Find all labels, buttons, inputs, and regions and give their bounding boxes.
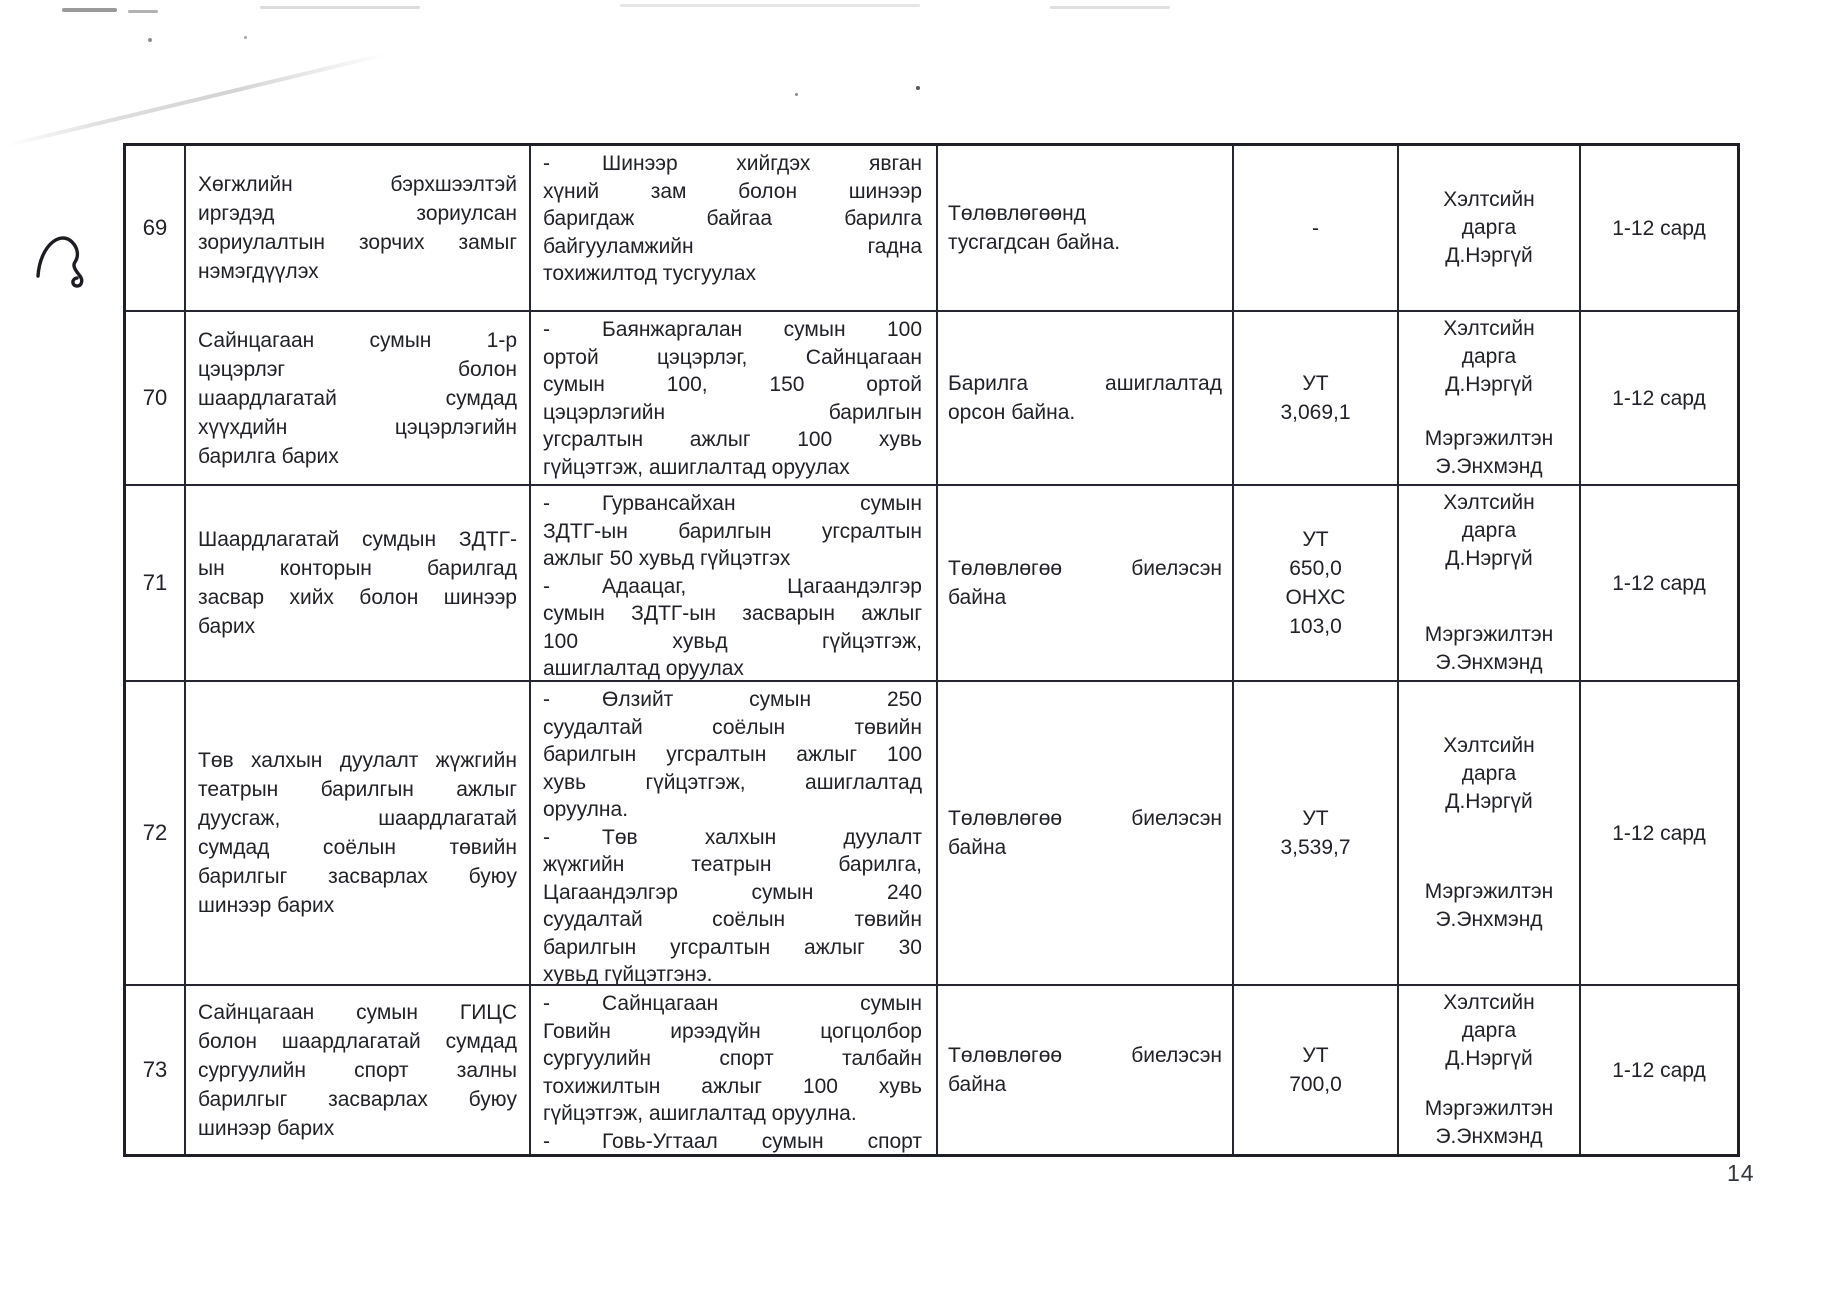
budget-line: 103,0 bbox=[1289, 615, 1342, 638]
text-line: ын конторын барилгад bbox=[198, 557, 517, 580]
scan-artifact-dash bbox=[620, 4, 920, 7]
period-text: 1-12 сард bbox=[1612, 1058, 1706, 1082]
text-line: Мэргэжилтэн bbox=[1424, 427, 1554, 450]
paragraph bbox=[198, 998, 517, 1143]
scan-artifact-dot bbox=[148, 38, 152, 42]
paragraph bbox=[543, 686, 922, 824]
text-line: сургуулийн спорт залны bbox=[198, 1058, 517, 1082]
status-cell bbox=[938, 682, 1234, 984]
period-text: 1-12 сард bbox=[1612, 571, 1706, 595]
text-line: Э.Энхмэнд bbox=[1435, 651, 1543, 674]
text-line: Төлөвлөгөөнд bbox=[948, 202, 1086, 225]
text-line: - Өлзийт сумын 250 bbox=[543, 688, 922, 711]
text-line: тусгагдсан байна. bbox=[948, 231, 1121, 254]
paragraph bbox=[948, 369, 1222, 427]
status-cell bbox=[938, 486, 1234, 680]
row-number-cell bbox=[126, 486, 186, 680]
paragraph bbox=[543, 150, 922, 288]
text-line: барилгыг засварлах буюу bbox=[198, 1087, 517, 1111]
text-line: Э.Энхмэнд bbox=[1435, 455, 1543, 478]
text-line: хувьд гүйцэтгэнэ. bbox=[543, 963, 713, 984]
text-line: Э.Энхмэнд bbox=[1435, 908, 1543, 931]
period-text: 1-12 сард bbox=[1612, 216, 1706, 240]
text-line: Д.Нэргүй bbox=[1445, 1047, 1533, 1070]
text-line: ортой цэцэрлэг, Сайнцагаан bbox=[543, 345, 922, 369]
text-line: гүйцэтгэж, ашиглалтад оруулна. bbox=[543, 1102, 857, 1125]
text-line: Д.Нэргүй bbox=[1445, 244, 1533, 267]
paragraph bbox=[948, 1041, 1222, 1099]
text-line: Мэргэжилтэн bbox=[1424, 623, 1554, 646]
text-line: театрын барилгын ажлыг bbox=[198, 778, 517, 801]
budget-cell bbox=[1234, 486, 1399, 680]
text-line: баригдаж байгаа барилга bbox=[543, 207, 922, 230]
text-line: засвар хийх болон шинээр bbox=[198, 586, 517, 609]
text-line: Мэргэжилтэн bbox=[1424, 1097, 1554, 1120]
text-line: - Төв халхын дуулалт bbox=[543, 825, 922, 849]
text-line: - Сайнцагаан сумын bbox=[543, 992, 922, 1015]
budget-line: 3,539,7 bbox=[1280, 836, 1351, 859]
text-line: барих bbox=[198, 615, 256, 638]
activity-cell bbox=[531, 146, 938, 310]
budget-line: УТ bbox=[1302, 372, 1329, 395]
paragraph bbox=[198, 525, 517, 641]
text-line: Говийн ирээдүйн цогцолбор bbox=[543, 1019, 922, 1043]
text-line: байгууламжийн гадна bbox=[543, 234, 922, 258]
text-line: болон шаардлагатай сумдад bbox=[198, 1029, 517, 1053]
row-number: 73 bbox=[142, 1057, 168, 1082]
budget-cell bbox=[1234, 682, 1399, 984]
text-line: хүүхдийн цэцэрлэгийн bbox=[198, 415, 517, 439]
text-line: Барилга ашиглалтад bbox=[948, 372, 1222, 395]
paragraph bbox=[543, 490, 922, 573]
task-cell bbox=[186, 146, 531, 310]
text-line: Төв халхын дуулалт жүжгийн bbox=[198, 749, 517, 772]
text-line: сумдад соёлын төвийн bbox=[198, 836, 517, 859]
responsible-cell bbox=[1399, 986, 1581, 1154]
document-table bbox=[123, 143, 1740, 1157]
paragraph bbox=[543, 1128, 922, 1155]
text-line: байна bbox=[948, 586, 1007, 609]
text-line: - Гурвансайхан сумын bbox=[543, 492, 922, 515]
text-line: дарга bbox=[1461, 345, 1517, 368]
budget-cell bbox=[1234, 312, 1399, 484]
text-line: сумын 100, 150 ортой bbox=[543, 373, 922, 396]
text-line: Төлөвлөгөө биелэсэн bbox=[948, 1044, 1222, 1067]
text-line: дуусгаж, шаардлагатай bbox=[198, 807, 517, 830]
paragraph bbox=[198, 170, 517, 286]
period-cell bbox=[1581, 486, 1737, 680]
text-line: Цагаандэлгэр сумын 240 bbox=[543, 880, 922, 904]
responsible-cell bbox=[1399, 486, 1581, 680]
text-line: 100 хувьд гүйцэтгэж, bbox=[543, 629, 922, 653]
text-line: цэцэрлэг болон bbox=[198, 357, 517, 381]
text-line: сумын ЗДТГ-ын засварын ажлыг bbox=[543, 602, 922, 625]
row-number: 71 bbox=[142, 570, 168, 595]
responsible-bottom-group bbox=[1401, 1095, 1577, 1151]
text-line: Д.Нэргүй bbox=[1445, 790, 1533, 813]
text-line: - Баянжаргалан сумын 100 bbox=[543, 318, 922, 341]
text-line: Хэлтсийн bbox=[1443, 317, 1535, 340]
scan-artifact-dot bbox=[916, 86, 920, 90]
list-dash: - bbox=[543, 992, 550, 1015]
text-line: Хэлтсийн bbox=[1443, 491, 1535, 514]
text-line: ашиглалтад оруулах bbox=[543, 657, 744, 680]
text-line: - Шинээр хийгдэх явган bbox=[543, 152, 922, 175]
responsible-cell bbox=[1399, 682, 1581, 984]
budget-line: 650,0 bbox=[1289, 557, 1342, 580]
row-number-cell bbox=[126, 682, 186, 984]
text-line: байна bbox=[948, 836, 1007, 859]
list-dash: - bbox=[543, 152, 550, 175]
text-line: дарга bbox=[1461, 1019, 1517, 1042]
text-line: - Говь-Угтаал сумын спорт bbox=[543, 1129, 922, 1153]
period-text: 1-12 сард bbox=[1612, 821, 1706, 845]
activity-cell bbox=[531, 682, 938, 984]
text-line: тохижилтод тусгуулах bbox=[543, 262, 757, 285]
paragraph bbox=[948, 199, 1222, 257]
text-line: Төлөвлөгөө биелэсэн bbox=[948, 807, 1222, 830]
row-number: 69 bbox=[142, 215, 168, 240]
paragraph bbox=[543, 573, 922, 681]
budget-cell bbox=[1234, 146, 1399, 310]
list-dash: - bbox=[543, 688, 550, 711]
text-line: Хэлтсийн bbox=[1443, 188, 1535, 211]
responsible-top-group bbox=[1401, 186, 1577, 270]
scan-artifact-dash bbox=[1050, 6, 1170, 9]
scan-artifact-dash bbox=[128, 10, 158, 13]
responsible-cell bbox=[1399, 146, 1581, 310]
row-number-cell bbox=[126, 146, 186, 310]
text-line: дарга bbox=[1461, 519, 1517, 542]
table-row bbox=[126, 486, 1737, 682]
budget-line: 700,0 bbox=[1289, 1073, 1342, 1096]
text-line: цэцэрлэгийн барилгын bbox=[543, 400, 922, 424]
text-line: суудалтай соёлын төвийн bbox=[543, 908, 922, 931]
text-line: хувь гүйцэтгэж, ашиглалтад bbox=[543, 770, 922, 794]
responsible-bottom-group bbox=[1401, 621, 1577, 677]
text-line: нэмэгдүүлэх bbox=[198, 260, 319, 283]
task-cell bbox=[186, 486, 531, 680]
period-cell bbox=[1581, 986, 1737, 1154]
scan-smudge-streak bbox=[8, 52, 386, 146]
text-line: шинээр барих bbox=[198, 894, 335, 917]
text-line: гүйцэтгэж, ашиглалтад оруулах bbox=[543, 455, 850, 479]
period-cell bbox=[1581, 146, 1737, 310]
text-line: угсралтын ажлыг 100 хувь bbox=[543, 428, 922, 451]
table-row bbox=[126, 146, 1737, 312]
text-line: - Адаацаг, Цагаандэлгэр bbox=[543, 574, 922, 598]
paragraph bbox=[543, 316, 922, 481]
text-line: дарга bbox=[1461, 216, 1517, 239]
text-line: барилгын угсралтын ажлыг 30 bbox=[543, 935, 922, 959]
scan-artifact-dot bbox=[244, 36, 247, 39]
status-cell bbox=[938, 312, 1234, 484]
responsible-top-group bbox=[1401, 315, 1577, 399]
scan-artifact-dash bbox=[260, 6, 420, 9]
text-line: орсон байна. bbox=[948, 401, 1076, 424]
status-cell bbox=[938, 986, 1234, 1154]
row-number: 72 bbox=[142, 820, 168, 845]
task-cell bbox=[186, 312, 531, 484]
budget-line: УТ bbox=[1302, 528, 1329, 551]
responsible-top-group bbox=[1401, 732, 1577, 816]
row-number: 70 bbox=[142, 385, 168, 410]
responsible-bottom-group bbox=[1401, 878, 1577, 934]
budget-line: ОНХС bbox=[1285, 586, 1346, 609]
text-line: Д.Нэргүй bbox=[1445, 373, 1533, 396]
text-line: тохижилтын ажлыг 100 хувь bbox=[543, 1074, 922, 1098]
budget-line: 3,069,1 bbox=[1280, 401, 1351, 424]
text-line: Сайнцагаан сумын ГИЦС bbox=[198, 1000, 517, 1024]
paragraph bbox=[198, 746, 517, 920]
text-line: Хэлтсийн bbox=[1443, 991, 1535, 1014]
paragraph bbox=[543, 824, 922, 985]
paragraph bbox=[948, 554, 1222, 612]
responsible-top-group bbox=[1401, 489, 1577, 573]
responsible-cell bbox=[1399, 312, 1581, 484]
period-cell bbox=[1581, 682, 1737, 984]
text-line: барилгыг засварлах буюу bbox=[198, 865, 517, 888]
row-number-cell bbox=[126, 312, 186, 484]
text-line: Хөгжлийн бэрхшээлтэй bbox=[198, 173, 517, 196]
text-line: сургуулийн спорт талбайн bbox=[543, 1047, 922, 1070]
responsible-bottom-group bbox=[1401, 425, 1577, 481]
budget-line: - bbox=[1312, 216, 1319, 240]
text-line: барилгын угсралтын ажлыг 100 bbox=[543, 743, 922, 766]
list-dash: - bbox=[543, 492, 550, 515]
text-line: шаардлагатай сумдад bbox=[198, 386, 517, 410]
text-line: хүний зам болон шинээр bbox=[543, 179, 922, 203]
activity-cell bbox=[531, 486, 938, 680]
scan-artifact-dot bbox=[795, 93, 798, 96]
paragraph bbox=[948, 804, 1222, 862]
text-line: оруулна. bbox=[543, 798, 629, 821]
status-cell bbox=[938, 146, 1234, 310]
text-line: дарга bbox=[1461, 762, 1517, 785]
table-row bbox=[126, 682, 1737, 986]
budget-line: УТ bbox=[1302, 1044, 1329, 1067]
handwritten-mark bbox=[34, 228, 98, 298]
text-line: Сайнцагаан сумын 1-р bbox=[198, 328, 517, 352]
budget-line: УТ bbox=[1302, 807, 1329, 830]
list-dash: - bbox=[543, 825, 550, 849]
scan-artifact-dash bbox=[62, 8, 117, 12]
table-row bbox=[126, 986, 1737, 1154]
text-line: суудалтай соёлын төвийн bbox=[543, 715, 922, 739]
paragraph bbox=[198, 326, 517, 471]
activity-cell bbox=[531, 986, 938, 1154]
budget-cell bbox=[1234, 986, 1399, 1154]
text-line: Э.Энхмэнд bbox=[1435, 1125, 1543, 1148]
text-line: иргэдэд зориулсан bbox=[198, 202, 517, 225]
table-row bbox=[126, 312, 1737, 486]
text-line: ЗДТГ-ын барилгын угсралтын bbox=[543, 519, 922, 543]
paragraph bbox=[543, 990, 922, 1128]
text-line: Мэргэжилтэн bbox=[1424, 880, 1554, 903]
text-line: шинээр барих bbox=[198, 1116, 335, 1140]
text-line: Д.Нэргүй bbox=[1445, 547, 1533, 570]
text-line: байна bbox=[948, 1073, 1007, 1096]
text-line: зориулалтын зорчих замыг bbox=[198, 231, 517, 254]
text-line: барилга барих bbox=[198, 444, 339, 468]
text-line: Хэлтсийн bbox=[1443, 734, 1535, 757]
text-line: Шаардлагатай сумдын ЗДТГ- bbox=[198, 528, 517, 551]
task-cell bbox=[186, 682, 531, 984]
task-cell bbox=[186, 986, 531, 1154]
text-line: жүжгийн театрын барилга, bbox=[543, 853, 922, 876]
page-number: 14 bbox=[1727, 1160, 1755, 1186]
text-line: Төлөвлөгөө биелэсэн bbox=[948, 557, 1222, 580]
period-text: 1-12 сард bbox=[1612, 386, 1706, 410]
list-dash: - bbox=[543, 574, 550, 598]
text-line: ажлыг 50 хувьд гүйцэтгэх bbox=[543, 547, 791, 570]
period-cell bbox=[1581, 312, 1737, 484]
list-dash: - bbox=[543, 318, 550, 341]
row-number-cell bbox=[126, 986, 186, 1154]
list-dash: - bbox=[543, 1129, 550, 1153]
activity-cell bbox=[531, 312, 938, 484]
responsible-top-group bbox=[1401, 989, 1577, 1073]
